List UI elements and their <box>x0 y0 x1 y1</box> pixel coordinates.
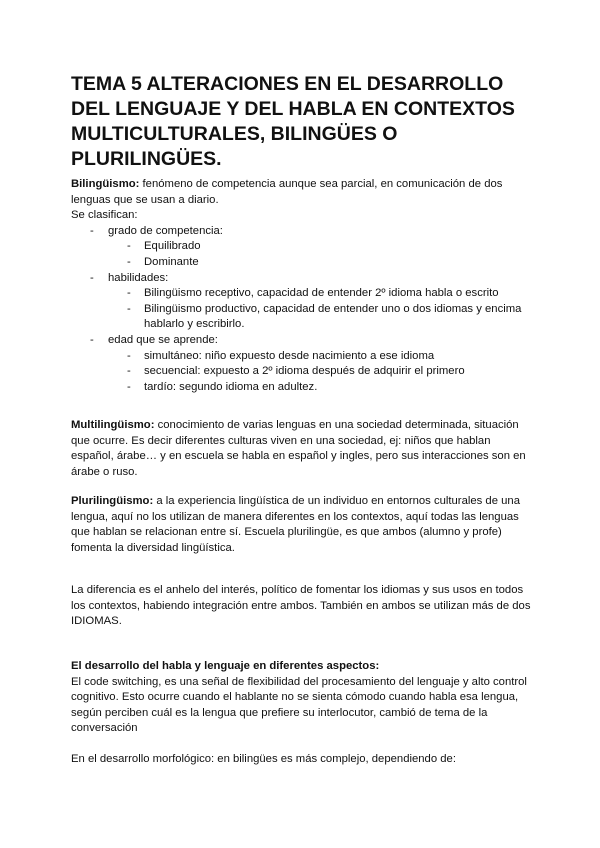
group-label: edad que se aprende: <box>108 333 218 346</box>
classification-list <box>71 224 531 396</box>
group-label: habilidades: <box>108 271 169 284</box>
multilinguismo-paragraph <box>71 418 531 480</box>
list-item <box>71 224 531 271</box>
plurilinguismo-text: a la experiencia lingüística de un individuo en entornos culturales de una lengua, aquí no los utilizan de manera diferentes en los contextos, aquí todas las lenguas que hablan se relacionan entre sí. Escuela plurilingüe, es que ambos (alumno y profe) fomenta la diversidad lingüística. <box>71 495 520 554</box>
desarrollo-heading: El desarrollo del habla y lenguaje en diferentes aspectos: <box>71 660 380 672</box>
sub-list <box>108 286 531 333</box>
classification-intro: Se clasifican: <box>71 209 138 222</box>
bilinguismo-term: Bilingüismo: <box>71 178 140 190</box>
sub-list <box>108 239 531 270</box>
group-label: grado de competencia: <box>108 224 223 237</box>
list-item: - Equilibrado <box>108 239 531 255</box>
diferencia-paragraph: La diferencia es el anhelo del interés, político de fomentar los idiomas y sus usos en todos los contextos, habiendo integración entre ambos. También en ambos se utilizan más de dos IDIOMAS. <box>71 584 531 628</box>
list-item: - secuencial: expuesto a 2º idioma después de adquirir el primero <box>108 364 531 380</box>
code-switching-paragraph: El code switching, es una señal de flexibilidad del procesamiento del lenguaje y alto control cognitivo. Esto ocurre cuando el hablante no se sienta cómodo cuando habla esa lengua, según perciben cuál es la lengua que prefiere su interlocutor, cambió de tema de la conversación <box>71 675 527 735</box>
document-title: TEMA 5 ALTERACIONES EN EL DESARROLLO DEL LENGUAJE Y DEL HABLA EN CONTEXTOS MULTICULTURALES, BILINGÜES O PLURILINGÜES. <box>71 73 515 170</box>
plurilinguismo-term: Plurilingüismo: <box>71 495 154 507</box>
multilinguismo-term: Multilingüismo: <box>71 419 155 431</box>
list-item: - tardío: segundo idioma en adultez. <box>108 380 531 396</box>
bilinguismo-text: fenómeno de competencia aunque sea parcial, en comunicación de dos lenguas que se usan a diario. <box>71 178 503 206</box>
list-item: - Bilingüismo receptivo, capacidad de entender 2º idioma habla o escrito <box>108 286 531 302</box>
section-plurilinguismo <box>71 494 531 556</box>
list-item <box>71 333 531 395</box>
list-item <box>71 271 531 333</box>
list-item: - simultáneo: niño expuesto desde nacimiento a ese idioma <box>108 349 531 365</box>
bilinguismo-definition <box>71 177 531 208</box>
section-diferencia <box>71 583 531 630</box>
list-item: - Dominante <box>108 255 531 271</box>
multilinguismo-text: conocimiento de varias lenguas en una sociedad determinada, situación que ocurre. Es decir diferentes culturas viven en una sociedad, ej: niños que hablan español, árabe… y en escuela se habla en español y ingles, pero sus interacciones son en árabe o ruso. <box>71 419 526 478</box>
section-multilinguismo <box>71 418 531 480</box>
section-desarrollo <box>71 659 531 768</box>
plurilinguismo-paragraph <box>71 494 531 556</box>
list-item: - Bilingüismo productivo, capacidad de entender uno o dos idiomas y encima hablarlo y escribirlo. <box>108 302 531 333</box>
sub-list <box>108 349 531 396</box>
section-bilinguismo <box>71 177 531 395</box>
morfologico-paragraph: En el desarrollo morfológico: en bilingües es más complejo, dependiendo de: <box>71 752 456 765</box>
